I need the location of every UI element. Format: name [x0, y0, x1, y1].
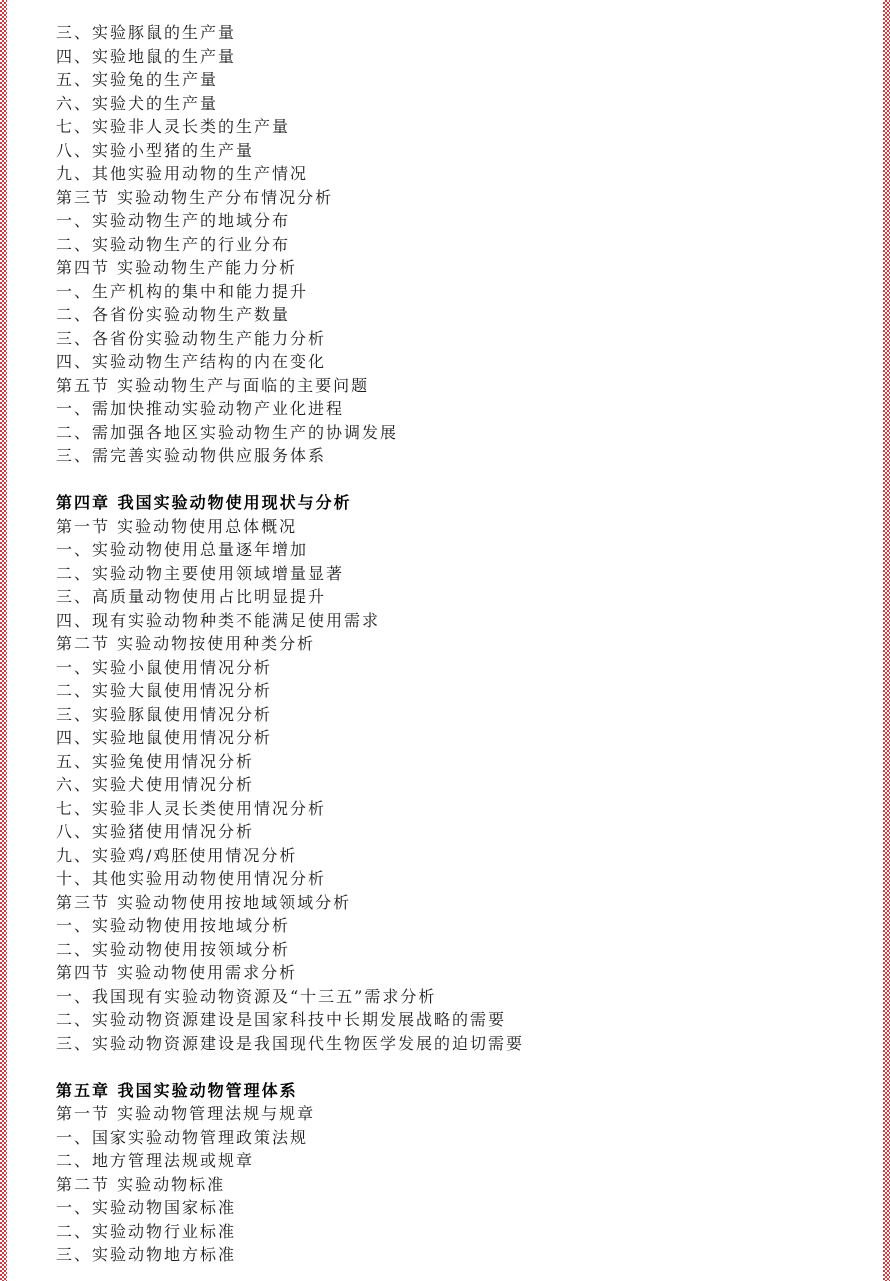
toc-section: 第三节 实验动物生产分布情况分析 [56, 187, 334, 207]
toc-item: 二、实验大鼠使用情况分析 [56, 681, 273, 700]
toc-item: 三、高质量动物使用占比明显提升 [56, 587, 327, 606]
toc-item: 五、实验兔的生产量 [56, 70, 219, 89]
toc-item: 二、地方管理法规或规章 [56, 1151, 255, 1170]
toc-item: 二、实验动物使用按领域分析 [56, 939, 291, 959]
toc-item: 十、其他实验用动物使用情况分析 [56, 869, 327, 888]
toc-item: 三、实验豚鼠的生产量 [56, 23, 237, 42]
toc-chapter: 第四章 我国实验动物使用现状与分析 [56, 493, 352, 512]
toc-item: 七、实验非人灵长类使用情况分析 [56, 798, 327, 818]
toc-section: 第三节 实验动物使用按地域领域分析 [56, 892, 352, 912]
toc-item: 四、实验动物生产结构的内在变化 [56, 352, 327, 371]
toc-item: 二、各省份实验动物生产数量 [56, 305, 291, 324]
toc-item: 一、实验动物生产的地域分布 [56, 211, 291, 230]
toc-item: 二、实验动物生产的行业分布 [56, 234, 291, 254]
toc-item: 二、需加强各地区实验动物生产的协调发展 [56, 422, 399, 442]
toc-item: 四、现有实验动物种类不能满足使用需求 [56, 610, 381, 630]
toc-item: 三、实验动物资源建设是我国现代生物医学发展的迫切需要 [56, 1033, 525, 1053]
toc-section: 第二节 实验动物标准 [56, 1174, 226, 1194]
toc-item: 三、实验豚鼠使用情况分析 [56, 704, 273, 724]
toc-chapter: 第五章 我国实验动物管理体系 [56, 1080, 298, 1100]
toc-section: 第四节 实验动物使用需求分析 [56, 963, 298, 982]
toc-item: 一、需加快推动实验动物产业化进程 [56, 399, 345, 418]
toc-section: 第一节 实验动物管理法规与规章 [56, 1104, 316, 1123]
toc-item: 八、实验猪使用情况分析 [56, 822, 255, 841]
decorative-border-right [883, 0, 890, 1281]
toc-item: 三、需完善实验动物供应服务体系 [56, 446, 327, 465]
table-of-contents [56, 21, 856, 1267]
toc-item: 二、实验动物行业标准 [56, 1221, 237, 1241]
toc-item: 六、实验犬的生产量 [56, 93, 219, 113]
toc-item: 三、实验动物地方标准 [56, 1245, 237, 1264]
toc-item: 一、国家实验动物管理政策法规 [56, 1127, 309, 1147]
toc-item: 一、我国现有实验动物资源及“十三五”需求分析 [56, 986, 437, 1006]
toc-item: 一、实验动物使用按地域分析 [56, 916, 291, 935]
toc-section: 第四节 实验动物生产能力分析 [56, 258, 298, 277]
toc-item: 六、实验犬使用情况分析 [56, 775, 255, 794]
toc-item: 八、实验小型猪的生产量 [56, 140, 255, 160]
toc-section: 第五节 实验动物生产与面临的主要问题 [56, 375, 370, 395]
toc-item: 二、实验动物主要使用领域增量显著 [56, 563, 345, 583]
decorative-border-left [0, 0, 7, 1281]
toc-item: 一、生产机构的集中和能力提升 [56, 281, 309, 301]
toc-section: 第一节 实验动物使用总体概况 [56, 516, 298, 536]
toc-section: 第二节 实验动物按使用种类分析 [56, 634, 316, 653]
toc-item: 三、各省份实验动物生产能力分析 [56, 328, 327, 348]
toc-item: 一、实验动物使用总量逐年增加 [56, 540, 309, 559]
toc-item: 四、实验地鼠的生产量 [56, 46, 237, 66]
toc-item: 一、实验小鼠使用情况分析 [56, 657, 273, 677]
toc-item: 四、实验地鼠使用情况分析 [56, 728, 273, 747]
toc-item: 七、实验非人灵长类的生产量 [56, 117, 291, 136]
toc-item: 五、实验兔使用情况分析 [56, 751, 255, 771]
toc-item: 一、实验动物国家标准 [56, 1198, 237, 1217]
toc-item: 二、实验动物资源建设是国家科技中长期发展战略的需要 [56, 1010, 507, 1029]
toc-item: 九、其他实验用动物的生产情况 [56, 164, 309, 183]
toc-item: 九、实验鸡/鸡胚使用情况分析 [56, 845, 298, 865]
